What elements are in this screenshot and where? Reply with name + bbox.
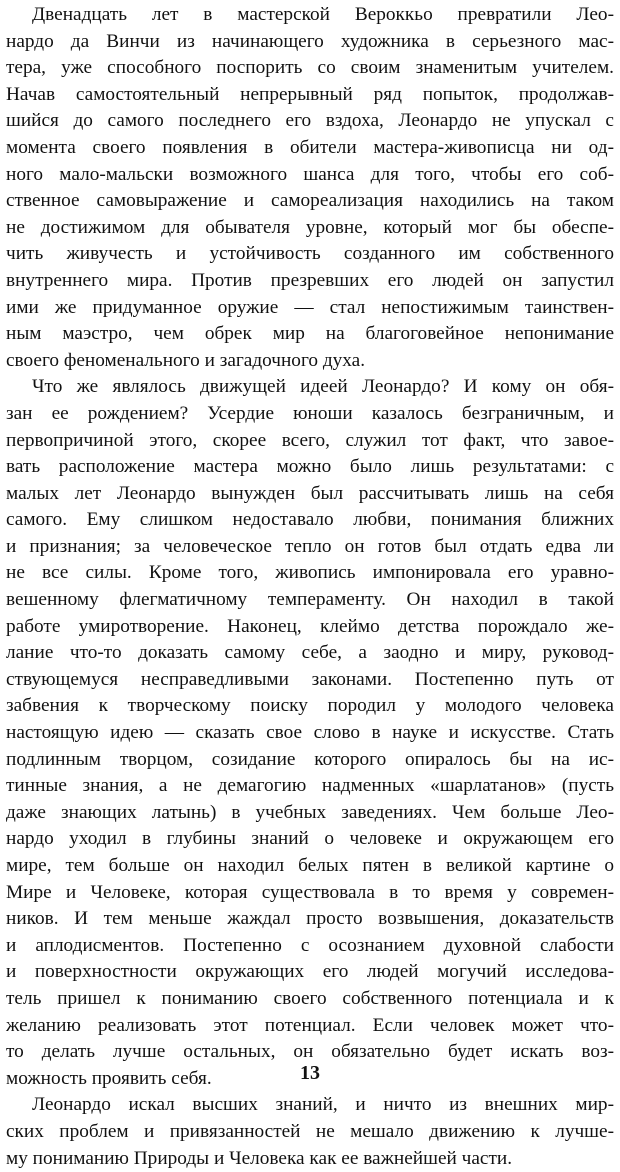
text-line: не все силы. Кроме того, живопись импонировала его уравно-: [6, 562, 614, 584]
text-line: и аплодисментов. Постепенно с осознанием духовной слабости: [6, 934, 614, 956]
text-line: чить живучесть и устойчивость созданного им собственного: [6, 243, 614, 265]
text-line: нардо да Винчи из начинающего художника в серьезного мас-: [6, 30, 614, 52]
text-line: Леонардо искал высших знаний, и ничто из внешних мир-: [32, 1094, 614, 1116]
text-line: мире, тем больше он находил белых пятен в великой картине о: [6, 855, 614, 876]
text-line: тинные знания, а не демагогию надменных «шарлатанов» (пусть: [6, 775, 614, 797]
text-line: ников. И тем меньше жаждал просто возвышения, доказательств: [6, 908, 614, 930]
paragraph: [6, 2, 614, 374]
text-line: подлинным творцом, созидание которого опиралось бы на ис-: [6, 748, 614, 770]
text-line: не достижимом для обывателя уровне, который мог бы обеспе-: [6, 216, 614, 238]
text-line: шийся до самого последнего его вздоха, Леонардо не упускал с: [6, 110, 614, 132]
text-line: Двенадцать лет в мастерской Вероккьо превратили Лео-: [32, 4, 614, 25]
text-line: вешенному флегматичному темпераменту. Он находил в такой: [6, 589, 614, 611]
text-line: му пониманию Природы и Человека как ее важнейшей части.: [6, 1147, 513, 1169]
text-line: то делать лучше остальных, он обязательно будет искать воз-: [6, 1041, 614, 1063]
body-text: [6, 2, 614, 1172]
text-line: и признания; за человеческое тепло он готов был отдать едва ли: [6, 535, 614, 557]
text-line: нардо уходил в глубины знаний о человеке и окружающем его: [6, 828, 614, 850]
text-line: ими же придуманное оружие — стал непостижимым таинствен-: [6, 296, 614, 318]
text-line: можность проявить себя.: [6, 1067, 212, 1089]
text-line: даже знающих латынь) в учебных заведениях. Чем больше Лео-: [6, 801, 614, 823]
text-line: своего феноменального и загадочного духа.: [6, 349, 366, 371]
text-line: внутреннего мира. Против презревших его людей он запустил: [6, 269, 614, 291]
paragraph: [6, 1092, 614, 1172]
paragraph: [6, 374, 614, 1092]
text-line: вать расположение мастера можно было лишь результатами: с: [6, 456, 614, 478]
text-line: зан ее рождением? Усердие юноши казалось безграничным, и: [6, 402, 614, 424]
text-line: забвения к творческому поиску породил у молодого человека: [6, 695, 614, 717]
text-line: момента своего появления в обители мастера-живописца ни од-: [6, 136, 614, 158]
text-line: ственное самовыражение и самореализация находились на таком: [6, 190, 614, 212]
text-line: лание что-то доказать самому себе, а заодно и миру, руковод-: [6, 642, 614, 664]
text-line: первопричиной этого, скорее всего, служил тот факт, что завое-: [6, 429, 614, 451]
text-line: ного мало-мальски возможного шанса для того, чтобы его соб-: [6, 163, 614, 185]
text-line: тера, уже способного поспорить со своим знаменитым учителем.: [6, 57, 614, 79]
text-line: Мире и Человеке, которая существовала в то время у современ-: [6, 881, 614, 903]
text-line: Что же являлось движущей идеей Леонардо? И кому он обя-: [32, 376, 614, 398]
text-line: работе умиротворение. Наконец, клеймо детства порождало же-: [6, 615, 614, 637]
page-number: 13: [300, 1062, 320, 1084]
text-line: малых лет Леонардо вынужден был рассчитывать лишь на себя: [6, 482, 614, 504]
text-line: самого. Ему слишком недоставало любви, понимания ближних: [6, 509, 614, 531]
text-line: настоящую идею — сказать свое слово в науке и искусстве. Стать: [6, 722, 614, 744]
text-line: тель пришел к пониманию своего собственного потенциала и к: [6, 987, 614, 1009]
text-line: Начав самостоятельный непрерывный ряд попыток, продолжав-: [6, 83, 614, 105]
text-line: ным маэстро, чем обрек мир на благоговейное непонимание: [6, 323, 614, 345]
text-line: ских проблем и привязанностей не мешало движению к лучше-: [6, 1120, 614, 1142]
text-line: и поверхностности окружающих его людей могучий исследова-: [6, 961, 614, 983]
text-line: ствующемуся несправедливыми законами. Постепенно путь от: [6, 668, 614, 690]
text-line: желанию реализовать этот потенциал. Если человек может что-: [6, 1014, 614, 1036]
